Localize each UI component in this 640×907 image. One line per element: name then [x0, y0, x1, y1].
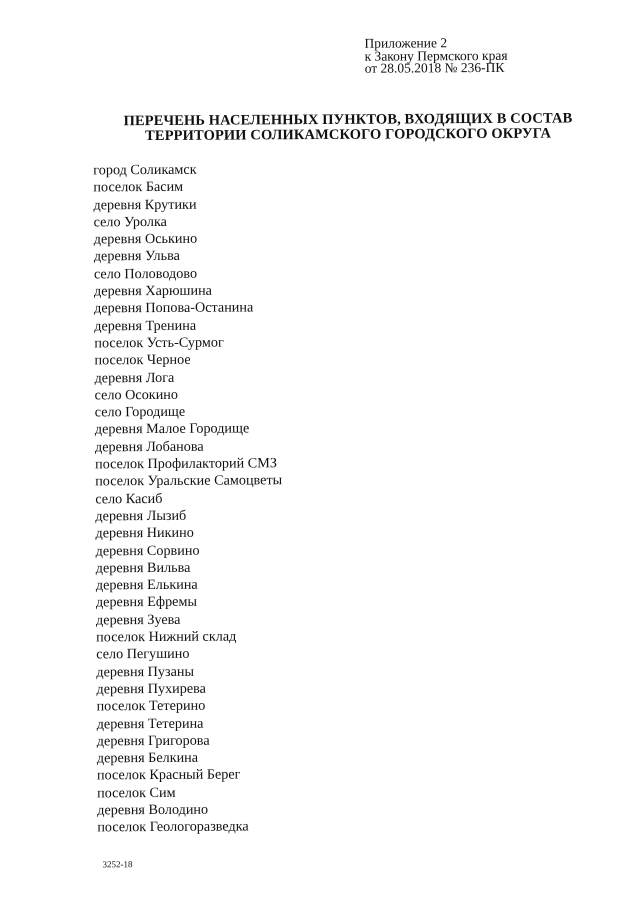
settlement-item: село Осокино [94, 386, 179, 404]
settlement-item: деревня Пузаны [96, 663, 195, 680]
settlement-item: деревня Лога [94, 369, 175, 386]
document-code: 3252-18 [102, 859, 133, 870]
appendix-header [364, 37, 507, 75]
settlement-item: деревня Лобанова [94, 438, 204, 456]
settlement-item: деревня Тренина [94, 317, 197, 335]
settlement-item: поселок Басим [93, 179, 184, 196]
settlement-item: деревня Малое Городище [94, 420, 250, 438]
appendix-law-reference: к Закону Пермского края [364, 47, 508, 64]
settlement-item: деревня Вильва [95, 559, 191, 577]
title-line-2: ТЕРРИТОРИИ СОЛИКАМСКОГО ГОРОДСКОГО ОКРУГА [145, 125, 552, 145]
settlement-item: деревня Попова-Останина [94, 299, 254, 317]
settlement-item: село Пегушино [96, 646, 190, 663]
appendix-law-date: от 28.05.2018 № 236-ПК [364, 59, 505, 76]
settlement-item: село Уролка [93, 213, 167, 231]
settlement-item: деревня Никино [95, 525, 194, 542]
settlement-item: село Городище [94, 403, 186, 421]
settlement-item: поселок Геологоразведка [97, 818, 249, 836]
settlement-item: деревня Оськино [93, 230, 198, 248]
settlement-item: деревня Елькина [95, 576, 198, 594]
settlement-item: поселок Черное [94, 352, 191, 369]
settlement-item: деревня Григорова [96, 732, 210, 750]
settlement-item: поселок Тетерино [96, 697, 206, 715]
title-line-1: ПЕРЕЧЕНЬ НАСЕЛЕННЫХ ПУНКТОВ, ВХОДЯЩИХ В СОСТАВ [123, 110, 573, 130]
settlement-item: поселок Сим [97, 784, 176, 802]
settlement-item: деревня Сорвино [95, 542, 200, 559]
settlement-list [93, 161, 284, 837]
document-title [98, 111, 598, 144]
settlement-item: деревня Володино [97, 801, 209, 819]
settlement-item: поселок Усть-Сурмог [94, 334, 224, 352]
settlement-item: поселок Красный Берег [96, 766, 241, 784]
settlement-item: деревня Пухирева [96, 680, 207, 698]
appendix-number: Приложение 2 [364, 35, 448, 51]
settlement-item: деревня Тетерина [96, 715, 204, 732]
settlement-item: поселок Нижний склад [96, 628, 237, 646]
settlement-item: поселок Профилакторий СМЗ [95, 455, 277, 473]
settlement-item: деревня Лызиб [95, 507, 187, 525]
settlement-item: деревня Белкина [96, 749, 199, 767]
settlement-item: село Касиб [95, 490, 163, 508]
settlement-item: деревня Ульва [93, 248, 180, 265]
settlement-item: город Соликамск [93, 161, 197, 179]
settlement-item: поселок Уральские Самоцветы [95, 472, 283, 490]
settlement-item: деревня Крутики [93, 196, 197, 213]
settlement-item: село Половодово [93, 265, 198, 283]
settlement-item: деревня Зуева [95, 611, 181, 629]
settlement-item: деревня Ефремы [95, 594, 198, 611]
settlement-item: деревня Харюшина [93, 282, 212, 300]
